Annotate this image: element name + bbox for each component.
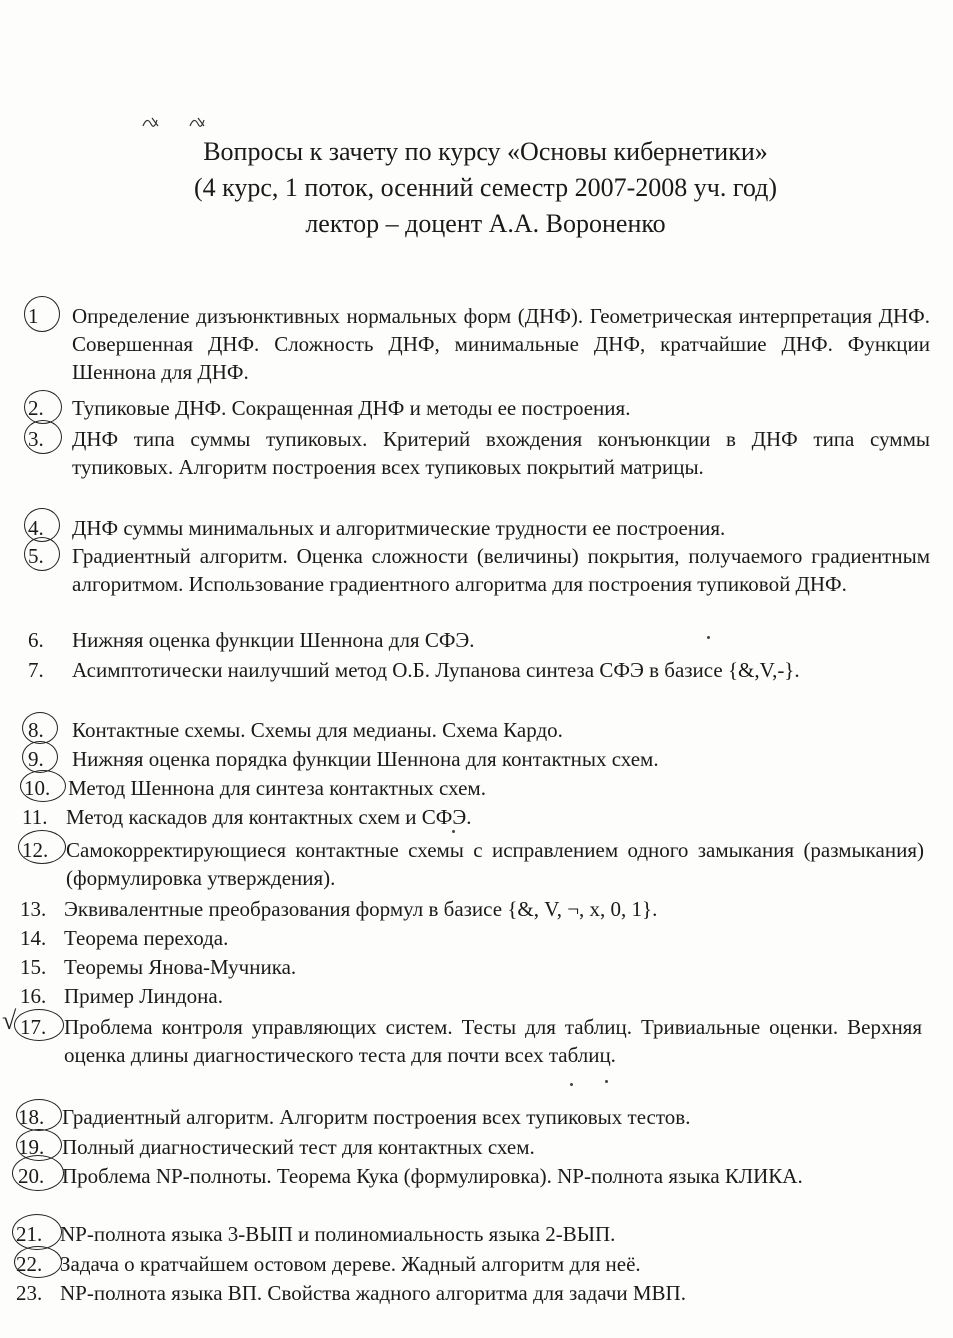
question-number: 1 bbox=[28, 304, 39, 328]
scan-speck bbox=[452, 830, 455, 833]
question-number: 2. bbox=[28, 396, 44, 420]
question-6 bbox=[28, 626, 930, 654]
question-14 bbox=[20, 924, 922, 952]
question-number: 4. bbox=[28, 516, 44, 540]
question-number: 18. bbox=[18, 1105, 45, 1129]
header-course-info: (4 курс, 1 поток, осенний семестр 2007-2008 уч. год) bbox=[193, 173, 778, 202]
question-text: Эквивалентные преобразования формул в базисе {&, V, ¬, x, 0, 1}. bbox=[64, 897, 658, 921]
question-4 bbox=[28, 514, 930, 542]
question-3 bbox=[28, 425, 930, 481]
question-number: 6. bbox=[28, 628, 44, 652]
question-22 bbox=[16, 1250, 918, 1278]
question-text: Метод каскадов для контактных схем и СФЭ. bbox=[66, 805, 472, 829]
question-text: Асимптотически наилучший метод О.Б. Лупанова синтеза СФЭ в базисе {&,V,-}. bbox=[72, 658, 800, 682]
question-text: Градиентный алгоритм. Алгоритм построения всех тупиковых тестов. bbox=[62, 1105, 691, 1129]
question-text: Метод Шеннона для синтеза контактных схем. bbox=[68, 776, 486, 800]
question-7 bbox=[28, 656, 930, 684]
scan-speck bbox=[570, 1083, 573, 1086]
scan-speck bbox=[605, 1080, 608, 1083]
question-text: Задача о кратчайшем остовом дереве. Жадный алгоритм для неё. bbox=[60, 1252, 641, 1276]
question-text: Нижняя оценка функции Шеннона для СФЭ. bbox=[72, 628, 475, 652]
header-title: Вопросы к зачету по курсу «Основы кибернетики» bbox=[203, 137, 768, 166]
question-11 bbox=[22, 803, 924, 831]
question-number: 17. bbox=[20, 1015, 47, 1039]
question-19 bbox=[18, 1133, 920, 1161]
handwritten-check-mark: √ bbox=[2, 1006, 17, 1035]
question-text: Проблема контроля управляющих систем. Тесты для таблиц. Тривиальные оценки. Верхняя оценка длины диагностического теста для почти всех таблиц. bbox=[64, 1015, 922, 1067]
question-5 bbox=[28, 542, 930, 598]
question-number: 13. bbox=[20, 897, 47, 921]
question-9 bbox=[28, 745, 930, 773]
scan-speck bbox=[707, 636, 710, 639]
question-number: 5. bbox=[28, 544, 44, 568]
question-number: 10. bbox=[24, 776, 51, 800]
question-text: Нижняя оценка порядка функции Шеннона для контактных схем. bbox=[72, 747, 659, 771]
question-text: Градиентный алгоритм. Оценка сложности (величины) покрытия, получаемого градиентным алгоритмом. Использование градиентного алгоритма для построения тупиковой ДНФ. bbox=[72, 544, 930, 596]
question-20 bbox=[18, 1162, 920, 1190]
question-2 bbox=[28, 394, 930, 422]
question-number: 8. bbox=[28, 718, 44, 742]
question-number: 22. bbox=[16, 1252, 43, 1276]
question-text: ДНФ типа суммы тупиковых. Критерий вхождения конъюнкции в ДНФ типа суммы тупиковых. Алгоритм построения всех тупиковых покрытий матрицы. bbox=[72, 427, 930, 479]
question-23 bbox=[16, 1279, 918, 1307]
question-number: 14. bbox=[20, 926, 47, 950]
question-1 bbox=[28, 302, 930, 386]
question-text: Теорема перехода. bbox=[64, 926, 229, 950]
question-text: Проблема NP-полноты. Теорема Кука (формулировка). NP-полнота языка КЛИКА. bbox=[62, 1164, 803, 1188]
question-13 bbox=[20, 895, 922, 923]
question-number: 9. bbox=[28, 747, 44, 771]
question-number: 20. bbox=[18, 1164, 45, 1188]
question-18 bbox=[18, 1103, 920, 1131]
question-text: Определение дизъюнктивных нормальных форм (ДНФ). Геометрическая интерпретация ДНФ. Совершенная ДНФ. Сложность ДНФ, минимальные ДНФ, кратчайшие ДНФ. Функции Шеннона для ДНФ. bbox=[72, 304, 930, 384]
question-number: 23. bbox=[16, 1281, 43, 1305]
question-16 bbox=[20, 982, 922, 1010]
question-text: ДНФ суммы минимальных и алгоритмические трудности ее построения. bbox=[72, 516, 726, 540]
question-number: 12. bbox=[22, 838, 49, 862]
question-number: 3. bbox=[28, 427, 44, 451]
question-number: 16. bbox=[20, 984, 47, 1008]
question-text: Тупиковые ДНФ. Сокращенная ДНФ и методы ее построения. bbox=[72, 396, 631, 420]
question-number: 7. bbox=[28, 658, 44, 682]
question-text: NP-полнота языка 3-ВЫП и полиномиальность языка 2-ВЫП. bbox=[60, 1222, 616, 1246]
question-10 bbox=[24, 774, 926, 802]
question-number: 19. bbox=[18, 1135, 45, 1159]
question-text: Самокорректирующиеся контактные схемы с исправлением одного замыкания (размыкания) (формулировка утверждения). bbox=[66, 838, 924, 890]
question-17 bbox=[20, 1013, 922, 1069]
header-lecturer: лектор – доцент А.А. Вороненко bbox=[305, 209, 666, 238]
document-header bbox=[0, 134, 953, 242]
question-number: 21. bbox=[16, 1222, 43, 1246]
question-text: Пример Линдона. bbox=[64, 984, 223, 1008]
question-12 bbox=[22, 836, 924, 892]
question-text: Полный диагностический тест для контактных схем. bbox=[62, 1135, 535, 1159]
question-text: Контактные схемы. Схемы для медианы. Схема Кардо. bbox=[72, 718, 563, 742]
question-8 bbox=[28, 716, 930, 744]
question-number: 11. bbox=[22, 805, 48, 829]
question-number: 15. bbox=[20, 955, 47, 979]
question-21 bbox=[16, 1220, 918, 1248]
question-text: Теоремы Янова-Мучника. bbox=[64, 955, 297, 979]
question-15 bbox=[20, 953, 922, 981]
question-text: NP-полнота языка ВП. Свойства жадного алгоритма для задачи МВП. bbox=[60, 1281, 686, 1305]
